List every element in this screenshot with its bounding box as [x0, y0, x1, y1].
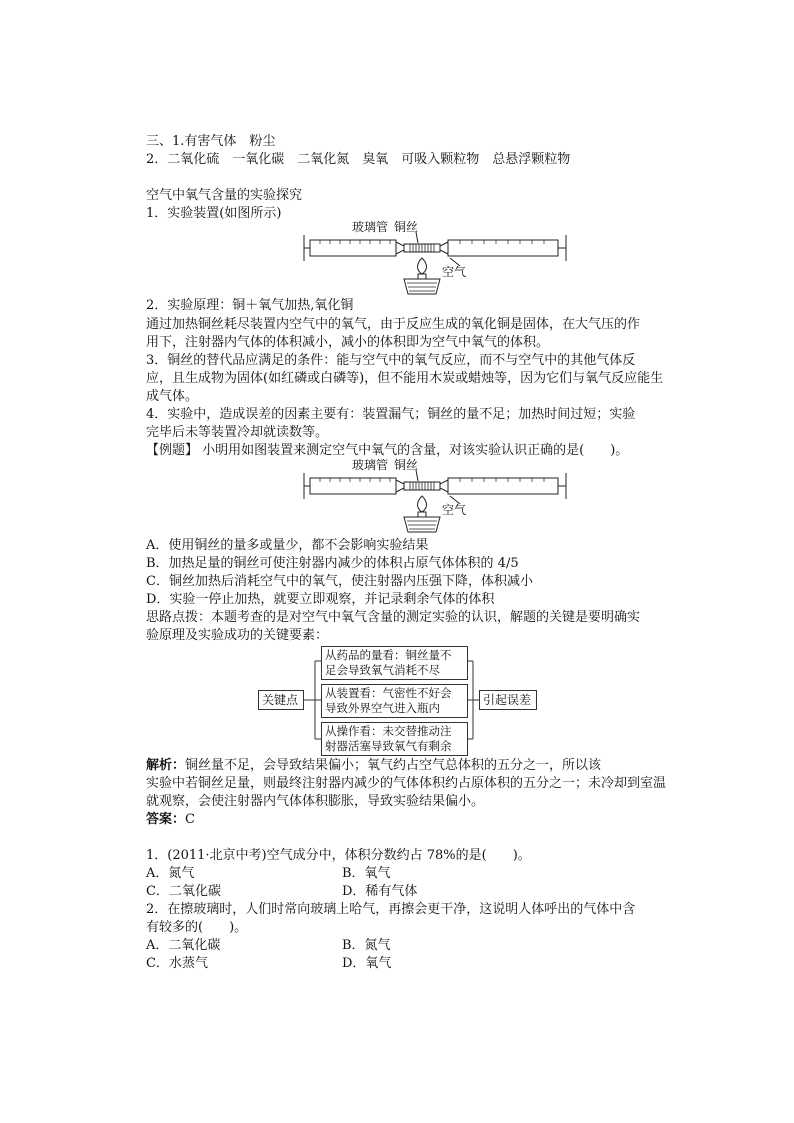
q2-option-d: D．氧气	[342, 956, 392, 971]
example-option-b: B．加热足量的铜丝可使注射器内减少的体积占原气体体积的 4/5	[146, 556, 519, 571]
q1-option-d: D．稀有气体	[342, 884, 418, 899]
example-hint-l2: 验原理及实验成功的关键要素：	[146, 628, 329, 643]
analysis-text-l1: 铜丝量不足，会导致结果偏小；氧气约占空气总体积的五分之一，所以该	[185, 758, 602, 773]
q2-option-c: C．水蒸气	[146, 956, 208, 971]
q2-stem-l2: 有较多的( )。	[146, 920, 248, 935]
example-option-c: C．铜丝加热后消耗空气中的氧气，使注射器内压强下降，体积减小	[146, 574, 533, 589]
q2-stem-l1: 2．在擦玻璃时，人们时常向玻璃上哈气，再擦会更干净，这说明人体呼出的气体中含	[146, 902, 636, 917]
q1-option-a: A．氮气	[146, 866, 195, 881]
experiment-item3-l1: 3．铜丝的替代品应满足的条件：能与空气中的氧气反应，而不与空气中的其他气体反	[146, 353, 636, 368]
example-apparatus-diagram	[300, 456, 590, 536]
label-wire: 铜丝	[394, 220, 419, 234]
keypoint-box3-l2: 射器活塞导致氧气有剩余	[325, 739, 452, 753]
left-syringe	[310, 240, 396, 256]
q1-option-b: B．氧气	[342, 866, 391, 881]
answer-line	[146, 811, 195, 828]
experiment-para1-l1: 通过加热铜丝耗尽装置内空气中的氧气，由于反应生成的氧化铜是固体，在大气压的作	[146, 317, 641, 332]
label-air: 空气	[442, 265, 467, 279]
q2-option-a: A．二氧化碳	[146, 938, 221, 953]
apparatus-diagram	[300, 218, 590, 298]
experiment-item2: 2．实验原理：铜＋氧气加热,氧化铜	[146, 298, 354, 313]
experiment-title: 空气中氧气含量的实验探究	[146, 188, 303, 203]
label-wire: 铜丝	[394, 458, 419, 472]
experiment-item4-l2: 完毕后未等装置冷却就读数等。	[146, 425, 329, 440]
label-tube: 玻璃管	[352, 220, 389, 234]
keypoint-box-2	[321, 684, 468, 718]
experiment-item3-l3: 成气体。	[146, 389, 199, 404]
section3-line2: 2．二氧化硫 一氧化碳 二氧化氮 臭氧 可吸入颗粒物 总悬浮颗粒物	[146, 152, 571, 167]
keypoint-box3-l1: 从操作看：未交替推动注	[325, 724, 452, 738]
right-syringe	[448, 240, 558, 256]
answer-value: C	[185, 812, 195, 827]
answer-label: 答案：	[146, 812, 186, 827]
keypoint-center-label: 关键点	[262, 693, 299, 707]
analysis-l3: 就观察，会使注射器内气体体积膨胀，导致实验结果偏小。	[146, 794, 485, 809]
analysis-l1	[146, 757, 601, 774]
analysis-label: 解析：	[146, 758, 186, 773]
label-air: 空气	[442, 503, 467, 517]
experiment-para1-l2: 用下，注射器内气体的体积减小，减小的体积即为空气中氧气的体积。	[146, 335, 550, 350]
example-option-d: D．实验一停止加热，就要立即观察，并记录剩余气体的体积	[146, 592, 495, 607]
keypoint-center-box	[258, 690, 304, 710]
keypoint-box-1	[321, 646, 468, 680]
experiment-item1: 1．实验装置(如图所示)	[146, 206, 282, 221]
experiment-item3-l2: 应，且生成物为固体(如红磷或白磷等)，但不能用木炭或蜡烛等，因为它们与氧气反应能生	[146, 371, 664, 386]
keypoint-box2-l2: 导致外界空气进入瓶内	[325, 701, 440, 715]
keypoint-box-3	[321, 722, 468, 756]
keypoint-box2-l1: 从装置看：气密性不好会	[325, 686, 452, 700]
keypoint-result-box	[479, 690, 537, 710]
q2-option-b: B．氮气	[342, 938, 391, 953]
example-stem: 【例题】 小明用如图装置来测定空气中氧气的含量，对该实验认识正确的是( )。	[146, 443, 629, 458]
q1-option-c: C．二氧化碳	[146, 884, 221, 899]
label-tube: 玻璃管	[352, 458, 389, 472]
example-hint-l1: 思路点拨：本题考查的是对空气中氧气含量的测定实验的认识，解题的关键是要明确实	[146, 610, 641, 625]
experiment-item4-l1: 4．实验中，造成误差的因素主要有：装置漏气；铜丝的量不足；加热时间过短；实验	[146, 407, 636, 422]
section3-line1: 三、1.有害气体 粉尘	[146, 134, 276, 149]
keypoint-result-label: 引起误差	[483, 693, 532, 707]
analysis-l2: 实验中若铜丝足量，则最终注射器内减少的气体体积约占原体积的五分之一；未冷却到室温	[146, 776, 667, 791]
keypoint-box1-l2: 足会导致氧气消耗不尽	[325, 663, 440, 677]
example-option-a: A．使用铜丝的量多或量少，都不会影响实验结果	[146, 538, 429, 553]
keypoint-box1-l1: 从药品的量看：铜丝量不	[325, 648, 452, 662]
q1-stem: 1．(2011·北京中考)空气成分中，体积分数约占 78%的是( )。	[146, 848, 531, 863]
